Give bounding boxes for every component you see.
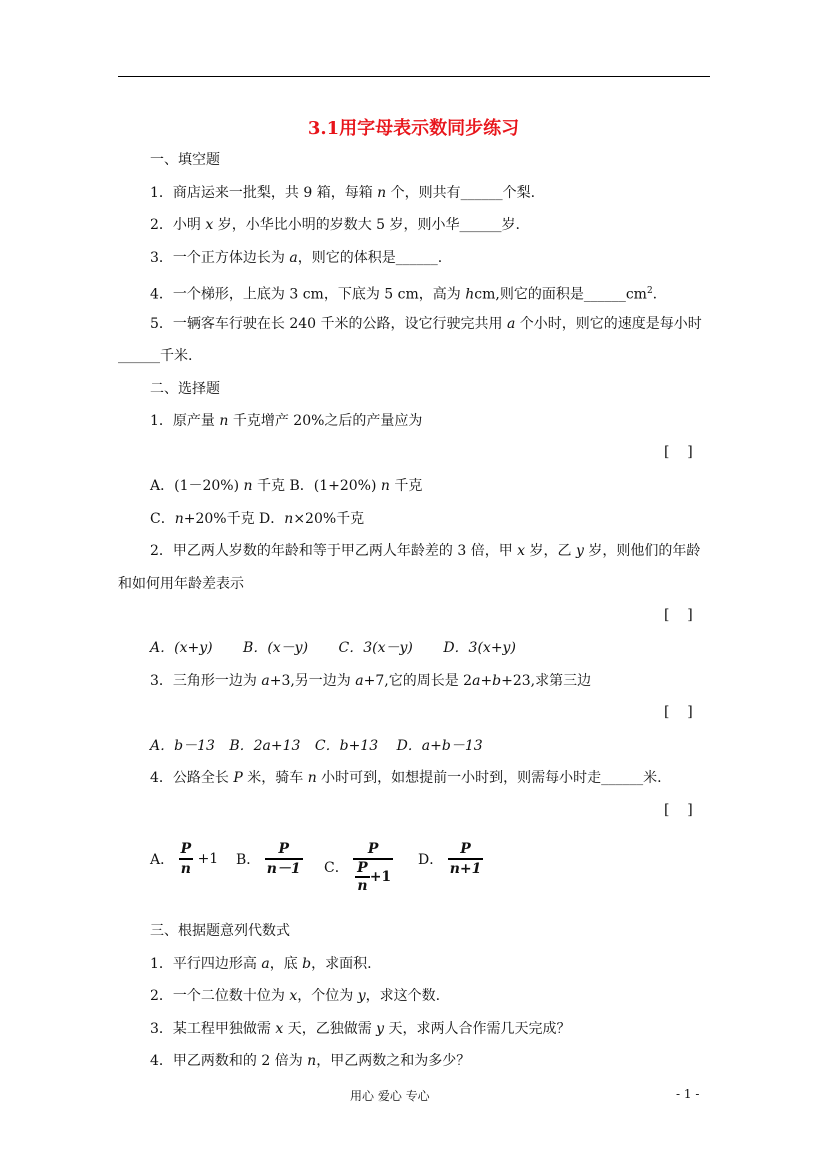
fraction-c-inner: $\frac{P}{n}$ [357, 860, 368, 894]
choice-2-option-b: B．(x－y) [243, 640, 309, 656]
choice-question-2: 2．甲乙两人岁数的年龄和等于甲乙两人年龄差的 3 倍，甲 x 岁，乙 y 岁，则他们的年龄 [150, 543, 701, 559]
fill-question-5-continued: ______千米. [118, 348, 193, 364]
answer-bracket-2: [ ] [664, 607, 693, 623]
answer-bracket-4: [ ] [664, 802, 693, 818]
choice-2-option-d: D．3(x+y) [443, 640, 516, 656]
section-heading-expressions: 三、根据题意列代数式 [150, 923, 290, 939]
choice-4-option-b: B． $\frac{P}{n-1}$ [236, 841, 301, 877]
choice-2-option-c: C．3(x－y) [338, 640, 413, 656]
expression-question-3: 3．某工程甲独做需 x 天，乙独做需 y 天，求两人合作需几天完成？ [150, 1021, 571, 1037]
fill-question-1: 1．商店运来一批梨，共 9 箱，每箱 n 个，则共有______个梨. [150, 185, 536, 201]
page-number: - 1 - [676, 1087, 700, 1101]
fill-question-3: 3．一个正方体边长为 a，则它的体积是______. [150, 250, 443, 266]
page-title: 3.1用字母表示数同步练习 [307, 118, 520, 139]
answer-bracket-1: [ ] [664, 444, 693, 460]
choice-2-option-a: A．(x+y) [150, 640, 213, 656]
fraction-a: $\frac{P}{n}$ [180, 841, 192, 877]
fraction-b: $\frac{P}{n-1}$ [266, 841, 301, 877]
choice-4-option-d: D． $\frac{P}{n+1}$ [418, 841, 482, 877]
choice-3-option-d: D．a+b－13 [396, 738, 483, 754]
choice-1-options-cd: C．n+20%千克 D．n×20%千克 [150, 511, 365, 527]
choice-question-4: 4．公路全长 P 米，骑车 n 小时可到，如想提前一小时到，则需每小时走______米. [150, 770, 662, 786]
choice-1-options-ab: A．(1－20%) n 千克 B．(1+20%) n 千克 [150, 478, 423, 494]
header-rule [118, 76, 710, 77]
fraction-c: P $\frac{P}{n}$ +1 [353, 840, 393, 894]
section-heading-fill-blank: 一、填空题 [150, 152, 220, 168]
fraction-d: $\frac{P}{n+1}$ [449, 841, 482, 877]
fill-question-4: 4．一个梯形，上底为 3 cm，下底为 5 cm，高为 hcm,则它的面积是$\_\_\_\_\_\_cm^2$. [150, 286, 658, 303]
choice-3-option-a: A．b－13 [150, 738, 215, 754]
section-heading-choice: 二、选择题 [150, 381, 220, 397]
choice-question-2-continued: 和如何用年龄差表示 [118, 576, 244, 592]
fill-question-5: 5．一辆客车行驶在长 240 千米的公路，设它行驶完共用 a 个小时，则它的速度是每小时 [150, 316, 702, 332]
choice-question-3: 3．三角形一边为 a+3,另一边为 a+7,它的周长是 2a+b+23,求第三边 [150, 673, 592, 689]
choice-3-option-c: C．b+13 [314, 738, 379, 754]
expression-question-2: 2．一个二位数十位为 x，个位为 y，求这个数. [150, 988, 441, 1004]
choice-3-option-b: B．2a+13 [229, 738, 301, 754]
footer-motto: 用心 爱心 专心 [350, 1089, 430, 1103]
expression-question-1: 1．平行四边形高 a，底 b，求面积. [150, 956, 372, 972]
choice-4-option-a: A． $\frac{P}{n}$ +1 [150, 841, 219, 877]
choice-3-options [150, 737, 483, 755]
fill-question-2: 2．小明 x 岁，小华比小明的岁数大 5 岁，则小华______岁. [150, 217, 520, 233]
answer-bracket-3: [ ] [664, 704, 693, 720]
choice-2-options [150, 639, 516, 657]
choice-question-1: 1．原产量 n 千克增产 20%之后的产量应为 [150, 413, 423, 429]
expression-question-4: 4．甲乙两数和的 2 倍为 n，甲乙两数之和为多少？ [150, 1053, 471, 1069]
choice-4-option-c: C． P $\frac{P}{n}$ +1 [324, 841, 392, 894]
